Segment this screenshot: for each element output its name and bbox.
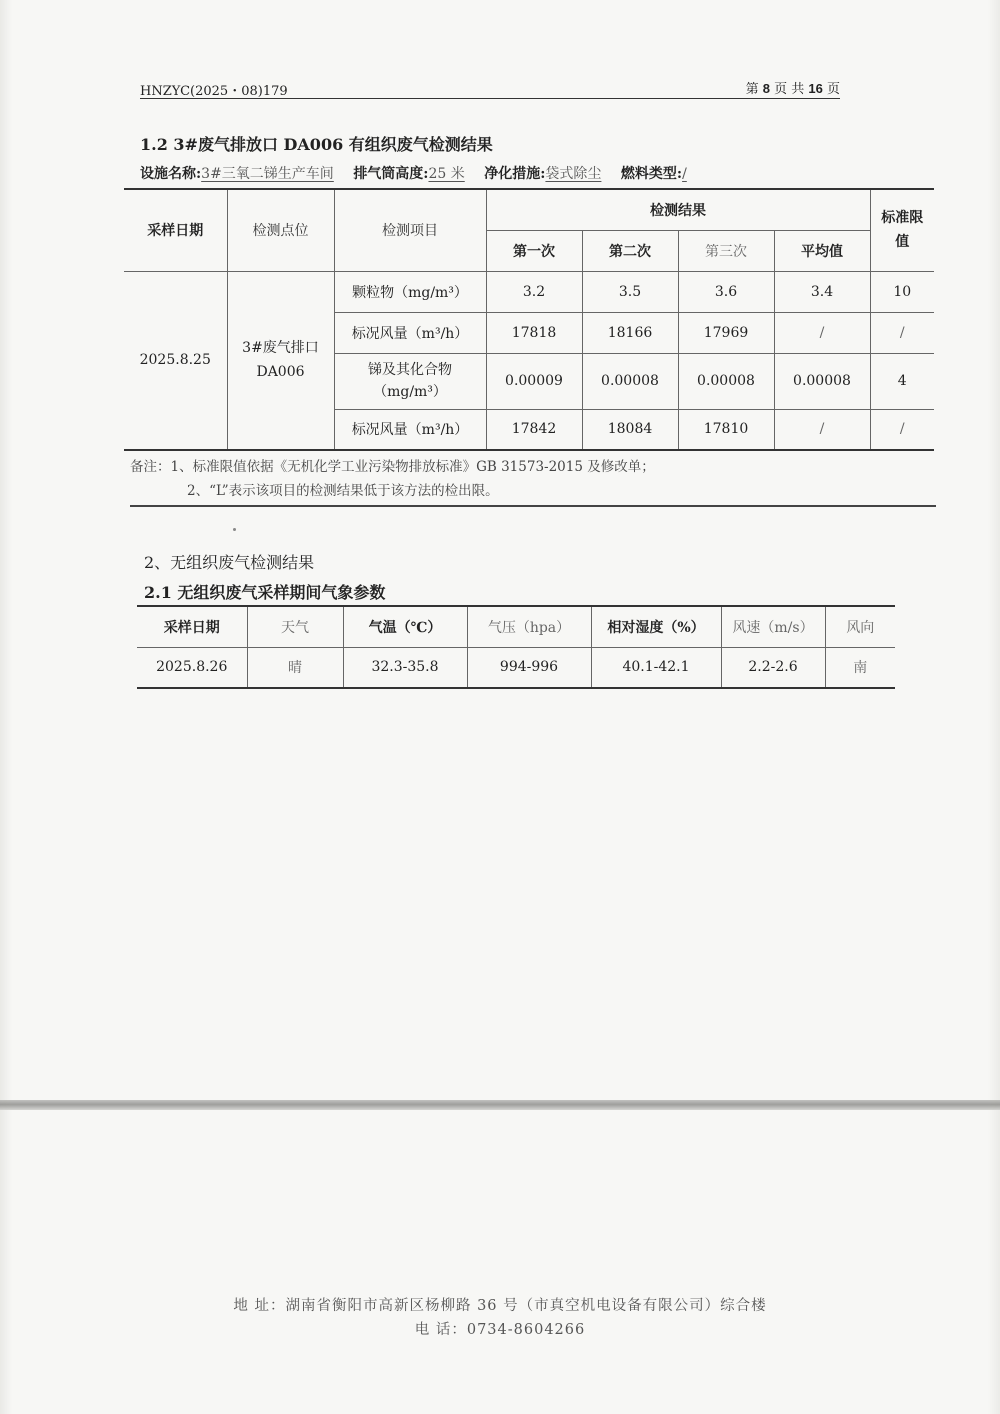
value-cell: 18084 xyxy=(582,409,678,450)
wind-direction-cell: 南 xyxy=(825,647,895,688)
humidity-cell: 40.1-42.1 xyxy=(591,647,721,688)
wind-speed-cell: 2.2-2.6 xyxy=(721,647,825,688)
header-sampling-date: 采样日期 xyxy=(137,606,247,647)
facility-label: 设施名称: xyxy=(140,166,202,182)
limit-cell: 10 xyxy=(870,271,934,312)
fuel-value: / xyxy=(682,166,687,182)
header-wind-speed: 风速（m/s） xyxy=(721,606,825,647)
average-cell: 3.4 xyxy=(774,271,870,312)
header-weather: 天气 xyxy=(247,606,343,647)
header-first: 第一次 xyxy=(486,230,582,271)
purification-label: 净化措施: xyxy=(484,166,546,182)
note-2: 2、“L”表示该项目的检测结果低于该方法的检出限。 xyxy=(187,483,499,499)
value-cell: 3.2 xyxy=(486,271,582,312)
limit-cell: / xyxy=(870,409,934,450)
value-cell: 0.00008 xyxy=(582,353,678,409)
stack-height-label: 排气筒高度: xyxy=(353,166,429,182)
table-notes xyxy=(130,455,936,507)
item-cell: 颗粒物（mg/m³） xyxy=(334,271,486,312)
footer-phone: 电 话：0734-8604266 xyxy=(414,1322,586,1338)
header-test-item: 检测项目 xyxy=(334,189,486,271)
table-row xyxy=(124,271,934,312)
limit-cell: 4 xyxy=(870,353,934,409)
facility-info-line xyxy=(140,163,687,183)
header-second: 第二次 xyxy=(582,230,678,271)
weather-params-table xyxy=(137,605,895,689)
value-cell: 17818 xyxy=(486,312,582,353)
exhaust-results-table xyxy=(124,188,934,451)
value-cell: 17969 xyxy=(678,312,774,353)
header-pressure: 气压（hpa） xyxy=(467,606,591,647)
header-humidity: 相对湿度（%） xyxy=(591,606,721,647)
temperature-cell: 32.3-35.8 xyxy=(343,647,467,688)
item-cell: 标况风量（m³/h） xyxy=(334,312,486,353)
section2-title: 2、无组织废气检测结果 xyxy=(144,553,315,572)
page-number: 第 8 页 共 16 页 xyxy=(745,81,840,97)
limit-cell: / xyxy=(870,312,934,353)
report-number: HNZYC(2025・08)179 xyxy=(140,84,288,99)
item-cell: 标况风量（m³/h） xyxy=(334,409,486,450)
header-sampling-date: 采样日期 xyxy=(124,189,227,271)
footer-address: 地 址：湖南省衡阳市高新区杨柳路 36 号（市真空机电设备有限公司）综合楼 xyxy=(233,1298,767,1314)
header-test-results: 检测结果 xyxy=(486,189,870,230)
header-average: 平均值 xyxy=(774,230,870,271)
date-cell: 2025.8.26 xyxy=(137,647,247,688)
header-third: 第三次 xyxy=(678,230,774,271)
header-standard-limit: 标准限值 xyxy=(870,189,934,271)
average-cell: / xyxy=(774,409,870,450)
section1-title: 1.2 3#废气排放口 DA006 有组织废气检测结果 xyxy=(140,135,493,154)
facility-value: 3#三氧二锑生产车间 xyxy=(201,166,334,182)
purification-value: 袋式除尘 xyxy=(545,166,602,182)
fuel-label: 燃料类型: xyxy=(620,166,683,182)
weather-cell: 晴 xyxy=(247,647,343,688)
value-cell: 17810 xyxy=(678,409,774,450)
section2-subtitle: 2.1 无组织废气采样期间气象参数 xyxy=(144,583,386,602)
average-cell: 0.00008 xyxy=(774,353,870,409)
page-header xyxy=(140,78,840,99)
average-cell: / xyxy=(774,312,870,353)
table-row xyxy=(137,647,895,688)
speck xyxy=(233,528,236,531)
value-cell: 3.6 xyxy=(678,271,774,312)
value-cell: 0.00009 xyxy=(486,353,582,409)
header-test-point: 检测点位 xyxy=(227,189,334,271)
item-cell: 锑及其化合物（mg/m³） xyxy=(334,353,486,409)
value-cell: 17842 xyxy=(486,409,582,450)
header-wind-direction: 风向 xyxy=(825,606,895,647)
header-temperature: 气温（℃） xyxy=(343,606,467,647)
sampling-date-cell: 2025.8.25 xyxy=(124,271,227,450)
scan-fold-line xyxy=(0,1100,1000,1110)
value-cell: 3.5 xyxy=(582,271,678,312)
test-point-cell: 3#废气排口 DA006 xyxy=(227,271,334,450)
note-1: 备注：1、标准限值依据《无机化学工业污染物排放标准》GB 31573-2015 及修改单； xyxy=(130,459,655,475)
stack-height-value: 25 米 xyxy=(428,166,465,182)
value-cell: 0.00008 xyxy=(678,353,774,409)
value-cell: 18166 xyxy=(582,312,678,353)
pressure-cell: 994-996 xyxy=(467,647,591,688)
